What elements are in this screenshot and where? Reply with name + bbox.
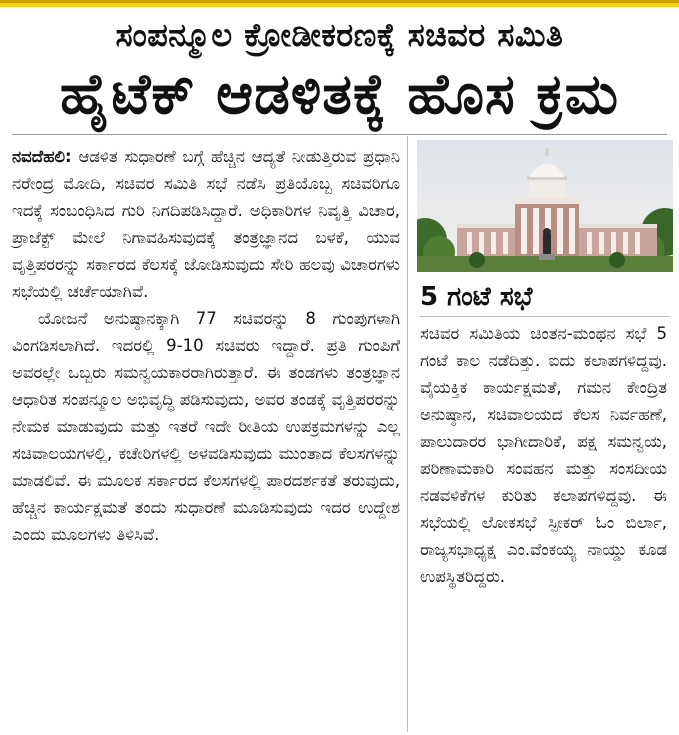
column-divider [407, 136, 408, 732]
article-body [12, 143, 400, 548]
paragraph-1-text: ಆಡಳಿತ ಸುಧಾರಣೆ ಬಗ್ಗೆ ಹೆಚ್ಚಿನ ಆದ್ಯತೆ ನೀಡುತ್ತಿರುವ ಪ್ರಧಾನಿ ನರೇಂದ್ರ ಮೋದಿ, ಸಚಿವರ ಸಮಿತಿ ಸಭೆ ನಡೆಸಿ ಪ್ರತಿಯೊಬ್ಬ ಸಚಿವರಿಗೂ ಇದಕ್ಕೆ ಸಂಬಂಧಿಸಿದ ಗುರಿ ನಿಗದಿಪಡಿಸಿದ್ದಾರೆ. ಅಧಿಕಾರಿಗಳ ನಿವೃತ್ತಿ ವಿಚಾರ, ಪ್ರಾಜೆಕ್ಟ್ ಮೇಲೆ ನಿಗಾವಹಿಸುವುದಕ್ಕೆ ತಂತ್ರಜ್ಞಾನದ ಬಳಕೆ, ಯುವ ವೃತ್ತಿಪರರನ್ನು ಸರ್ಕಾರದ ಕೆಲಸಕ್ಕೆ ಜೋಡಿಸುವುದು ಸೇರಿ ಹಲವು ವಿಚಾರಗಳು ಸಭೆಯಲ್ಲಿ ಚರ್ಚೆಯಾಗಿವೆ. [12, 147, 400, 301]
sidebar-text: ಸಚಿವರ ಸಮಿತಿಯ ಚಿಂತನ-ಮಂಥನ ಸಭೆ 5 ಗಂಟೆ ಕಾಲ ನಡೆದಿತ್ತು. ಐದು ಕಲಾಪಗಳಿದ್ದವು. ವೈಯಕ್ತಿಕ ಕಾರ್ಯಕ್ಷಮತೆ, ಗಮನ ಕೇಂದ್ರಿತ ಅನುಷ್ಠಾನ, ಸಚಿವಾಲಯದ ಕೆಲಸ ನಿರ್ವಹಣೆ, ಪಾಲುದಾರರ ಭಾಗೀದಾರಿಕೆ, ಪಕ್ಷ ಸಮನ್ವಯ, ಪರಿಣಾಮಕಾರಿ ಸಂವಹನ ಮತ್ತು ಸಂಸದೀಯ ನಡವಳಿಕೆಗಳ ಕುರಿತು ಕಲಾಪಗಳಿದ್ದವು. ಈ ಸಭೆಯಲ್ಲಿ ಲೋಕಸಭೆ ಸ್ಪೀಕರ್ ಓಂ ಬಿರ್ಲಾ, ರಾಜ್ಯಸಭಾಧ್ಯಕ್ಷ ಎಂ.ವೆಂಕಯ್ಯ ನಾಯ್ಡು ಕೂಡ ಉಪಸ್ಥಿತರಿದ್ದರು. [420, 324, 667, 586]
article-paragraph-1 [12, 143, 400, 305]
dateline: ನವದೆಹಲಿ: [12, 147, 72, 166]
sidebar-subhead: 5 ಗಂಟೆ ಸಭೆ [420, 282, 533, 312]
article-paragraph-2: ಯೋಜನೆ ಅನುಷ್ಠಾನಕ್ಕಾಗಿ 77 ಸಚಿವರನ್ನು 8 ಗುಂಪುಗಳಾಗಿ ವಿಂಗಡಿಸಲಾಗಿದೆ. ಇದರಲ್ಲಿ 9-10 ಸಚಿವರು ಇದ್ದಾರೆ. ಪ್ರತಿ ಗುಂಪಿಗೆ ಅವರಲ್ಲೇ ಒಬ್ಬರು ಸಮನ್ವಯಕಾರರಾಗಿರುತ್ತಾರೆ. ಈ ತಂಡಗಳು ತಂತ್ರಜ್ಞಾನ ಆಧಾರಿತ ಸಂಪನ್ಮೂಲ ಅಭಿವೃದ್ಧಿ ಪಡಿಸುವುದು, ಅವರ ತಂಡಕ್ಕೆ ವೃತ್ತಿಪರರನ್ನು ನೇಮಕ ಮಾಡುವುದು ಮತ್ತು ಇತರೆ ಇದೇ ರೀತಿಯ ಉಪಕ್ರಮಗಳನ್ನು ಎಲ್ಲ ಸಚಿವಾಲಯಗಳಲ್ಲಿ, ಕಚೇರಿಗಳಲ್ಲಿ ಅಳವಡಿಸುವುದು ಮುಂತಾದ ಕೆಲಸಗಳನ್ನು ಮಾಡಲಿವೆ. ಈ ಮೂಲಕ ಸರ್ಕಾರದ ಕೆಲಸಗಳಲ್ಲಿ ಪಾರದರ್ಶಕತೆ ತರುವುದು, ಹೆಚ್ಚಿನ ಕಾರ್ಯಕ್ಷಮತೆ ತಂದು ಸುಧಾರಣೆ ಮೂಡಿಸುವುದು ಇದರ ಉದ್ದೇಶ ಎಂದು ಮೂಲಗಳು ತಿಳಿಸಿವೆ. [12, 309, 400, 544]
top-color-bar-shade [0, 0, 679, 3]
headline-rule [12, 134, 667, 135]
headline-title: ಹೈಟೆಕ್ ಆಡಳಿತಕ್ಕೆ ಹೊಸ ಕ್ರಮ [59, 62, 620, 127]
sidebar-body [420, 320, 667, 590]
headline-kicker: ಸಂಪನ್ಮೂಲ ಕ್ರೋಡೀಕರಣಕ್ಕೆ ಸಚಿವರ ಸಮಿತಿ [115, 16, 564, 54]
sidebar-rule [420, 316, 670, 317]
supreme-court-photo [417, 140, 673, 272]
